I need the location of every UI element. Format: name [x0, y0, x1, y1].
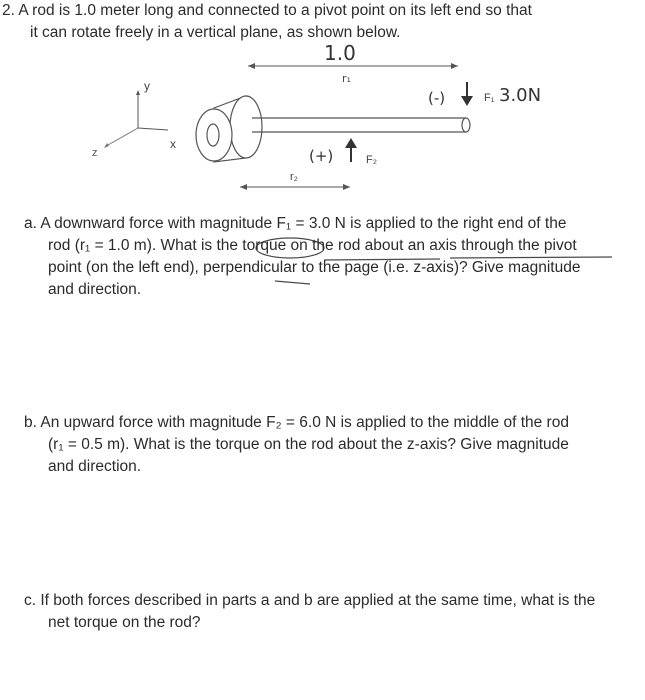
part-a-line-3: point (on the left end), perpendicular to the page (i.e. z-axis)? Give magnitude [48, 259, 581, 276]
f2-sign: (+) [309, 147, 334, 165]
pivot-cylinder [196, 96, 262, 162]
axis-x-label: x [170, 137, 176, 151]
part-c [24, 590, 595, 634]
question-number: 2. [2, 2, 15, 19]
r2-dimension [240, 184, 350, 190]
question-text-1: A rod is 1.0 meter long and connected to a pivot point on its left end so that [18, 2, 532, 19]
f1-value: 3.0N [499, 85, 542, 106]
part-b [24, 412, 569, 478]
axes-icon [104, 90, 168, 148]
axis-y-label: y [144, 79, 150, 93]
part-a [24, 213, 580, 301]
part-b-line-1: b. An upward force with magnitude F₂ = 6.0 N is applied to the middle of the rod [24, 414, 569, 431]
part-c-line-2: net torque on the rod? [48, 614, 201, 631]
f1-label: F₁ [484, 92, 495, 104]
rod [252, 118, 470, 132]
part-a-line-4: and direction. [48, 281, 142, 298]
part-c-line-1: c. If both forces described in parts a and b are applied at the same time, what is the [24, 592, 596, 609]
f1-arrow-icon [461, 82, 473, 106]
part-b-line-2: (r₁ = 0.5 m). What is the torque on the rod about the z-axis? Give magnitude [48, 436, 569, 453]
f1-sign: (-) [428, 89, 446, 107]
part-a-line-1: a. A downward force with magnitude F₁ = 3.0 N is applied to the right end of the [24, 215, 567, 232]
part-a-line-2: rod (r₁ = 1.0 m). What is the torque on the rod about an axis through the pivot [48, 237, 577, 254]
f2-arrow-icon [345, 138, 357, 162]
question-line-2: it can rotate freely in a vertical plane, as shown below. [30, 24, 401, 41]
axis-z-label: z [92, 147, 98, 159]
f2-label: F₂ [366, 154, 377, 166]
r1-label: r₁ [342, 72, 351, 85]
r2-label: r₂ [290, 171, 298, 183]
length-label: 1.0 [324, 41, 356, 65]
part-b-line-3: and direction. [48, 458, 142, 475]
